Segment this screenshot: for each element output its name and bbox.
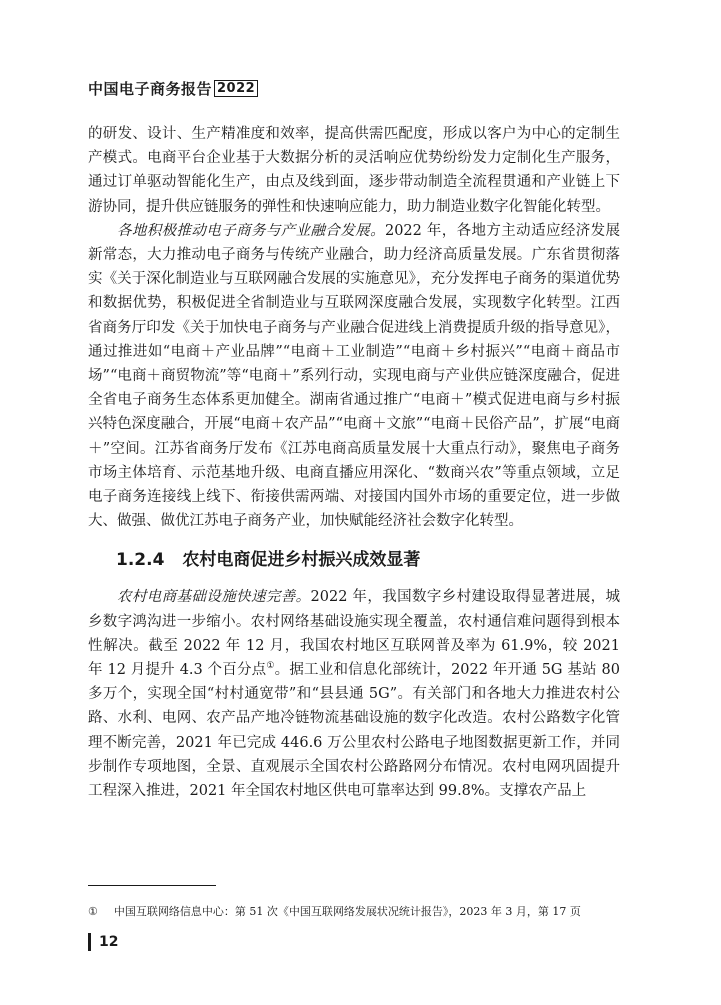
paragraph-body: 2022 年，各地方主动适应经济发展新常态，大力推动电子商务与传统产业融合，助力经济高质量发展。广东省贯彻落实《关于深化制造业与互联网融合发展的实施意见》，充分发挥电子商务的渠道优势和数据优势，积极促进全省制造业与互联网深度融合发展，实现数字化转型。江西省商务厅印发《关于加快电子商务与产业融合促进线上消费提质升级的指导意见》，通过推进如“电商＋产业品牌”“电商＋工业制造”“电商＋乡村振兴”“电商＋商品市场”“电商＋商贸物流”等“电商＋”系列行动，实现电商与产业供应链深度融合，促进全省电子商务生态体系更加健全。湖南省通过推广“电商＋”模式促进电商与乡村振兴特色深度融合，开展“电商＋农产品”“电商＋文旅”“电商＋民俗产品”，扩展“电商＋”空间。江苏省商务厅发布《江苏电商高质量发展十大重点行动》，聚焦电子商务市场主体培育、示范基地升级、电商直播应用深化、“数商兴农”等重点领域，立足电子商务连接线上线下、衔接供需两端、对接国内国外市场的重要定位，进一步做大、做强、做优江苏电子商务产业，加快赋能经济社会数字化转型。 <box>88 222 621 530</box>
footnote <box>88 904 648 920</box>
footnote-text: 中国互联网络信息中心：第 51 次《中国互联网络发展状况统计报告》，2023 年 3 月，第 17 页 <box>113 905 581 918</box>
running-head-year: 2022 <box>214 80 258 97</box>
paragraph-continued: 的研发、设计、生产精准度和效率，提高供需匹配度，形成以客户为中心的定制生产模式。电商平台企业基于大数据分析的灵活响应优势纷纷发力定制化生产服务，通过订单驱动智能化生产，由点及线到面，逐步带动制造全流程贯通和产业链上下游协同，提升供应链服务的弹性和快速响应能力，助力制造业数字化智能化转型。 <box>88 126 620 215</box>
paragraph-body: 2022 年，我国数字乡村建设取得显著进展，城乡数字鸿沟进一步缩小。农村网络基础设施实现全覆盖，农村通信难问题得到根本性解决。截至 2022 年 12 月，我国农村地区互联网普及率为 61.9%，较 2021 年 12 月提升 4.3 个百分点 <box>88 589 620 679</box>
page-folio <box>88 933 118 951</box>
paragraph-rural-infrastructure <box>88 585 620 803</box>
running-head-title: 中国电子商务报告 <box>88 80 213 98</box>
footnote-divider <box>88 885 216 886</box>
paragraph-body: 。据工业和信息化部统计，2022 年开通 5G 基站 80 多万个，实现全国“村村通宽带”和“县县通 5G”。有关部门和各地大力推进农村公路、水利、电网、农产品产地冷链物流基础设施的数字化改造。农村公路数字化管理不断完善，2021 年已完成 446.6 万公里农村公路电子地图数据更新工作，并同步制作专项地图，全景、直观展示全国农村公路路网分布情况。农村电网巩固提升工程深入推进，2021 年全国农村地区供电可靠率达到 99.8%。支撑农产品上 <box>88 662 620 800</box>
section-heading <box>88 545 620 575</box>
section-title: 农村电商促进乡村振兴成效显著 <box>182 550 421 571</box>
paragraph-industry-integration <box>88 219 620 534</box>
running-head <box>88 78 258 99</box>
folio-bar <box>88 933 91 951</box>
section-number: 1.2.4 <box>116 550 165 571</box>
footnote-marker: ① <box>88 905 98 918</box>
page-number: 12 <box>99 934 119 950</box>
paragraph-lead: 各地积极推动电子商务与产业融合发展。 <box>117 222 385 239</box>
paragraph-lead: 农村电商基础设施快速完善。 <box>117 589 311 606</box>
footnote-reference[interactable]: ① <box>266 661 275 672</box>
body-text <box>88 122 620 803</box>
